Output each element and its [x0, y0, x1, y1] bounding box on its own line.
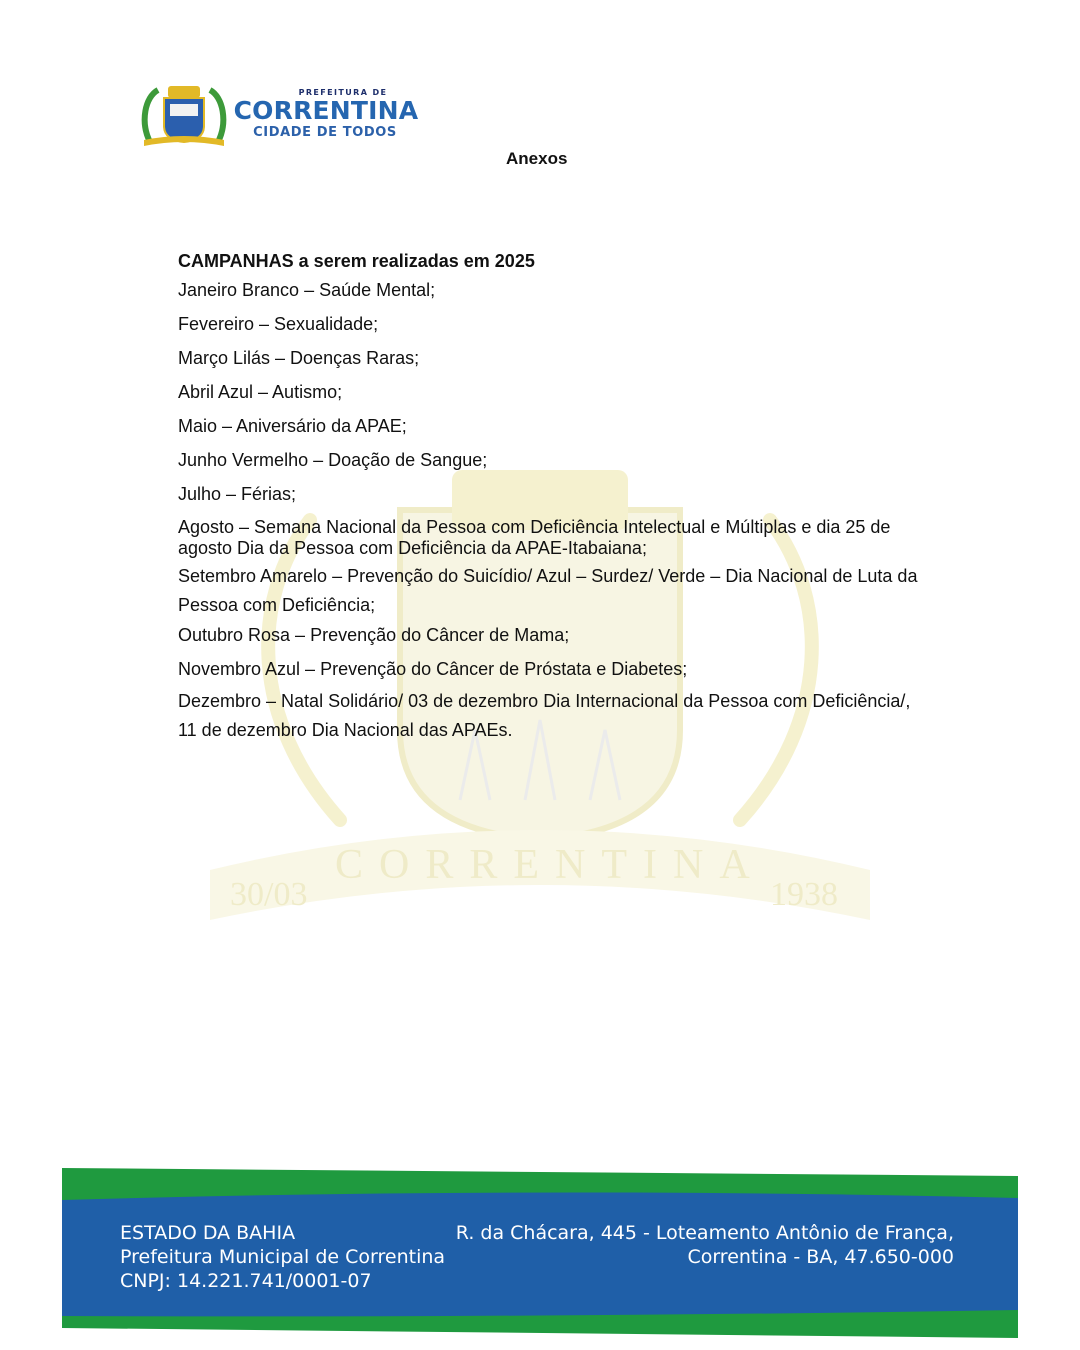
campaign-list — [178, 250, 918, 745]
campaign-heading: CAMPANHAS a serem realizadas em 2025 — [178, 251, 535, 271]
watermark-right-date: 1938 — [770, 876, 838, 913]
footer-band — [62, 1168, 1018, 1340]
campaign-item: Agosto – Semana Nacional da Pessoa com Deficiência Intelectual e Múltiplas e dia 25 de agosto Dia da Pessoa com Deficiência da APAE-Itabaiana; — [178, 517, 891, 558]
footer-address-line-2: Correntina - BA, 47.650-000 — [687, 1246, 954, 1268]
campaign-item: Novembro Azul – Prevenção do Câncer de Próstata e Diabetes; — [178, 659, 688, 679]
logo-city-name: CORRENTINA — [233, 96, 419, 125]
coat-of-arms-icon — [140, 82, 230, 152]
campaign-item: Fevereiro – Sexualidade; — [178, 314, 379, 334]
footer-state: ESTADO DA BAHIA — [120, 1222, 296, 1244]
campaign-item: Março Lilás – Doenças Raras; — [178, 348, 420, 368]
campaign-item: Maio – Aniversário da APAE; — [178, 416, 407, 436]
footer-cnpj: CNPJ: 14.221.741/0001-07 — [120, 1270, 372, 1292]
campaign-item: Julho – Férias; — [178, 484, 297, 504]
footer-prefeitura: Prefeitura Municipal de Correntina — [120, 1246, 446, 1268]
footer-left-info — [120, 1221, 445, 1293]
campaign-item: Setembro Amarelo – Prevenção do Suicídio/ Azul – Surdez/ Verde – Dia Nacional de Luta da Pessoa com Deficiência; — [178, 566, 918, 615]
logo-slogan: CIDADE DE TODOS — [253, 125, 397, 140]
footer-address-line-1: R. da Chácara, 445 - Loteamento Antônio de França, — [455, 1222, 954, 1244]
campaign-item: Dezembro – Natal Solidário/ 03 de dezembro Dia Internacional da Pessoa com Deficiência/, 11 de dezembro Dia Nacional das APAEs. — [178, 691, 911, 740]
watermark-name: CORRENTINA — [335, 842, 766, 888]
page-title: Anexos — [506, 149, 568, 168]
campaign-item: Janeiro Branco – Saúde Mental; — [178, 280, 436, 300]
prefeitura-logo — [140, 82, 430, 152]
watermark-left-date: 30/03 — [230, 876, 308, 913]
footer-address — [456, 1221, 954, 1269]
campaign-item: Abril Azul – Autismo; — [178, 382, 343, 402]
logo-prefeitura-text: PREFEITURA DE — [298, 88, 388, 97]
campaign-item: Junho Vermelho – Doação de Sangue; — [178, 450, 488, 470]
campaign-item: Outubro Rosa – Prevenção do Câncer de Mama; — [178, 625, 570, 645]
